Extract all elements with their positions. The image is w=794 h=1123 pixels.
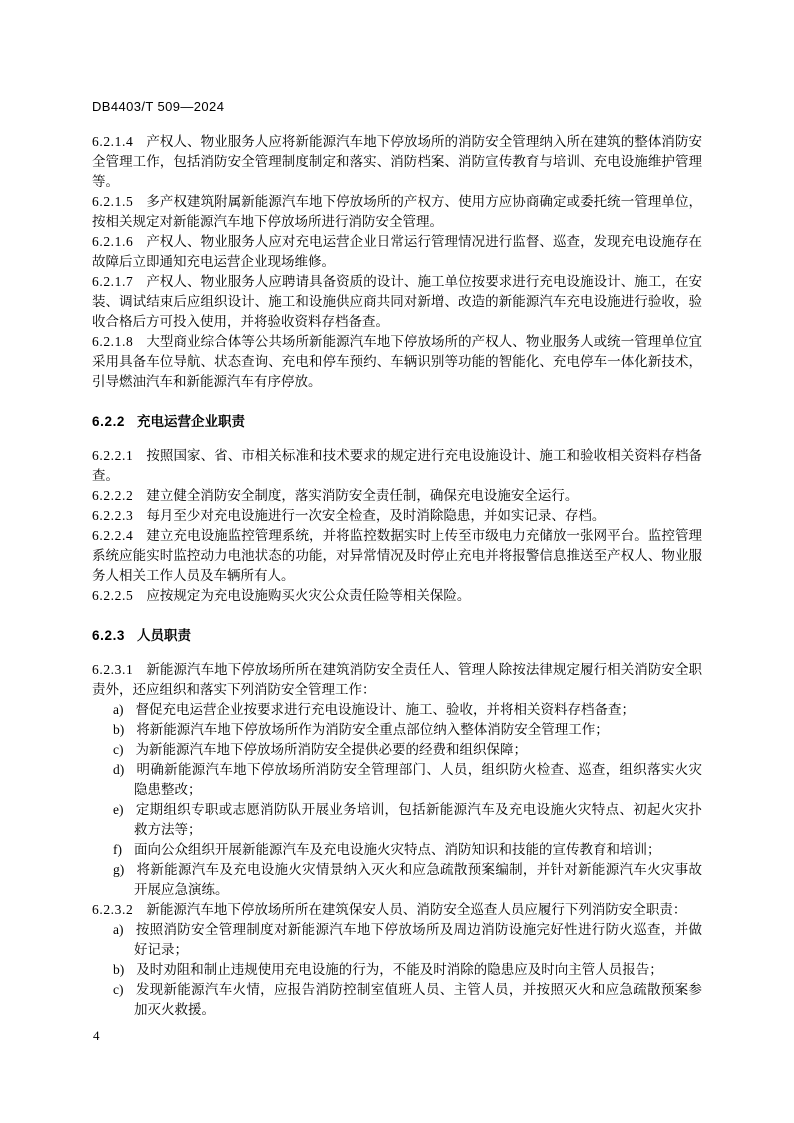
clause-6-2-1-6 xyxy=(92,232,702,272)
list-item-text: 将新能源汽车地下停放场所作为消防安全重点部位纳入整体消防安全管理工作； xyxy=(136,722,609,737)
clause-text: 建立健全消防安全制度，落实消防安全责任制，确保充电设施安全运行。 xyxy=(146,488,579,503)
clause-number: 6.2.1.5 xyxy=(92,194,134,209)
list-item-text: 定期组织专职或志愿消防队开展业务培训，包括新能源汽车及充电设施火灾特点、初起火灾扑救方法等； xyxy=(134,802,702,837)
page-number: 4 xyxy=(93,1028,100,1043)
heading-6-2-2 xyxy=(92,412,702,432)
list-item-text: 面向公众组织开展新能源汽车及充电设施火灾特点、消防知识和技能的宣传教育和培训； xyxy=(134,842,661,857)
clause-number: 6.2.1.7 xyxy=(92,274,134,289)
clause-text: 新能源汽车地下停放场所所在建筑保安人员、消防安全巡查人员应履行下列消防安全职责： xyxy=(146,902,687,917)
clause-6-2-2-2 xyxy=(92,486,702,506)
heading-number: 6.2.2 xyxy=(92,414,126,429)
page-content xyxy=(92,100,702,1020)
clause-number: 6.2.2.4 xyxy=(92,528,134,543)
list-item-text: 将新能源汽车及充电设施火灾情景纳入灭火和应急疏散预案编制，并针对新能源汽车火灾事故开展应急演练。 xyxy=(134,862,702,897)
list-item-6-2-3-1-d xyxy=(92,760,702,800)
heading-title: 人员职责 xyxy=(137,628,192,643)
clause-text: 产权人、物业服务人应聘请具备资质的设计、施工单位按要求进行充电设施设计、施工，在安装、调试结束后应组织设计、施工和设施供应商共同对新增、改造的新能源汽车充电设施进行验收，验收合格后方可投入使用，并将验收资料存档备查。 xyxy=(92,274,702,329)
list-marker: b) xyxy=(113,722,125,737)
heading-6-2-3 xyxy=(92,626,702,646)
list-marker: d) xyxy=(113,762,125,777)
list-marker: c) xyxy=(113,982,124,997)
clause-6-2-2-3 xyxy=(92,506,702,526)
clause-text: 按照国家、省、市相关标准和技术要求的规定进行充电设施设计、施工和验收相关资料存档备查。 xyxy=(92,448,702,483)
list-item-6-2-3-2-b xyxy=(92,960,702,980)
clause-text: 新能源汽车地下停放场所所在建筑消防安全责任人、管理人除按法律规定履行相关消防安全职责外，还应组织和落实下列消防安全管理工作： xyxy=(92,662,702,697)
clause-number: 6.2.1.8 xyxy=(92,334,134,349)
list-item-text: 及时劝阻和制止违规使用充电设施的行为，不能及时消除的隐患应及时向主管人员报告； xyxy=(136,962,663,977)
clause-6-2-2-5 xyxy=(92,586,702,606)
list-item-6-2-3-2-a xyxy=(92,920,702,960)
clause-6-2-2-4 xyxy=(92,526,702,586)
list-item-text: 按照消防安全管理制度对新能源汽车地下停放场所及周边消防设施完好性进行防火巡查，并做好记录； xyxy=(134,922,702,957)
clause-number: 6.2.2.2 xyxy=(92,488,134,503)
list-item-6-2-3-1-a xyxy=(92,700,702,720)
list-marker: b) xyxy=(113,962,125,977)
standard-number: DB4403/T 509—2024 xyxy=(92,99,225,114)
heading-title: 充电运营企业职责 xyxy=(137,414,246,429)
clause-6-2-2-1 xyxy=(92,446,702,486)
list-marker: c) xyxy=(113,742,124,757)
list-item-6-2-3-1-c xyxy=(92,740,702,760)
clause-number: 6.2.1.4 xyxy=(92,134,134,149)
clause-6-2-1-7 xyxy=(92,272,702,332)
list-item-text: 发现新能源汽车火情，应报告消防控制室值班人员、主管人员，并按照灭火和应急疏散预案参加灭火救援。 xyxy=(134,982,702,1017)
clause-6-2-3-2 xyxy=(92,900,702,920)
clause-text: 产权人、物业服务人应对充电运营企业日常运行管理情况进行监督、巡查，发现充电设施存在故障后立即通知充电运营企业现场维修。 xyxy=(92,234,702,269)
list-marker: e) xyxy=(113,802,124,817)
list-item-6-2-3-1-f xyxy=(92,840,702,860)
clause-text: 产权人、物业服务人应将新能源汽车地下停放场所的消防安全管理纳入所在建筑的整体消防安全管理工作，包括消防安全管理制度制定和落实、消防档案、消防宣传教育与培训、充电设施维护管理等。 xyxy=(92,134,702,189)
clause-text: 每月至少对充电设施进行一次安全检查，及时消除隐患，并如实记录、存档。 xyxy=(146,508,606,523)
clause-6-2-1-5 xyxy=(92,192,702,232)
clause-number: 6.2.2.1 xyxy=(92,448,134,463)
list-marker: a) xyxy=(113,702,124,717)
heading-number: 6.2.3 xyxy=(92,628,126,643)
list-item-text: 为新能源汽车地下停放场所消防安全提供必要的经费和组织保障； xyxy=(135,742,527,757)
clause-text: 多产权建筑附属新能源汽车地下停放场所的产权方、使用方应协商确定或委托统一管理单位，按相关规定对新能源汽车地下停放场所进行消防安全管理。 xyxy=(92,194,702,229)
clause-text: 建立充电设施监控管理系统，并将监控数据实时上传至市级电力充储放一张网平台。监控管理系统应能实时监控动力电池状态的功能，对异常情况及时停止充电并将报警信息推送至产权人、物业服务人相关工作人员及车辆所有人。 xyxy=(92,528,702,583)
list-item-6-2-3-1-g xyxy=(92,860,702,900)
clause-text: 应按规定为充电设施购买火灾公众责任险等相关保险。 xyxy=(146,588,471,603)
list-item-text: 明确新能源汽车地下停放场所消防安全管理部门、人员，组织防火检查、巡查，组织落实火灾隐患整改； xyxy=(134,762,702,797)
clause-number: 6.2.2.5 xyxy=(92,588,134,603)
clause-6-2-3-1 xyxy=(92,660,702,700)
clause-number: 6.2.3.1 xyxy=(92,662,134,677)
list-marker: f) xyxy=(113,842,122,857)
list-item-6-2-3-1-e xyxy=(92,800,702,840)
clause-6-2-1-8 xyxy=(92,332,702,392)
clause-number: 6.2.1.6 xyxy=(92,234,134,249)
list-item-6-2-3-1-b xyxy=(92,720,702,740)
clause-6-2-1-4 xyxy=(92,132,702,192)
list-marker: a) xyxy=(113,922,124,937)
clause-text: 大型商业综合体等公共场所新能源汽车地下停放场所的产权人、物业服务人或统一管理单位宜采用具备车位导航、状态查询、充电和停车预约、车辆识别等功能的智能化、充电停车一体化新技术，引导燃油汽车和新能源汽车有序停放。 xyxy=(92,334,702,389)
list-item-6-2-3-2-c xyxy=(92,980,702,1020)
clause-number: 6.2.2.3 xyxy=(92,508,134,523)
clause-number: 6.2.3.2 xyxy=(92,902,134,917)
list-item-text: 督促充电运营企业按要求进行充电设施设计、施工、验收，并将相关资料存档备查； xyxy=(135,702,635,717)
list-marker: g) xyxy=(113,862,125,877)
